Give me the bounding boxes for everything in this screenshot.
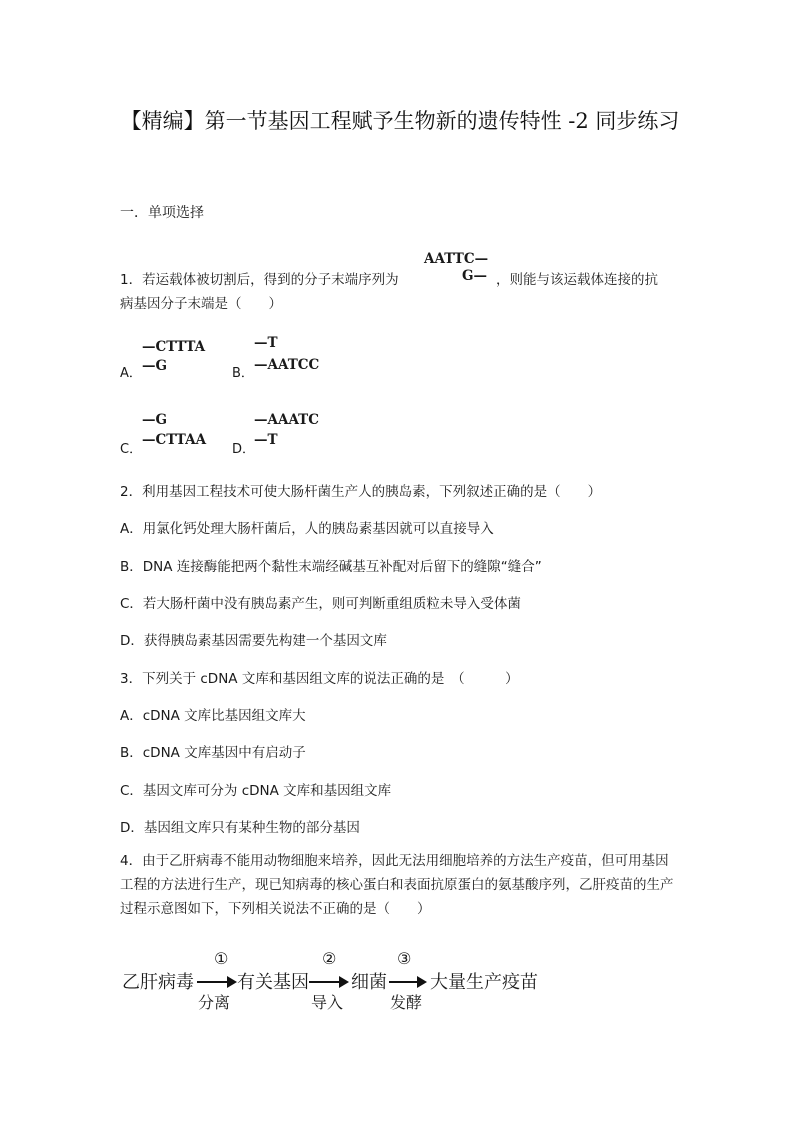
q1-option-d-label: D． (232, 442, 256, 457)
q1-option-d-top: —AAATC (254, 412, 319, 428)
flow-step2-number: ② (322, 949, 337, 968)
q1-option-a-top: —CTTTA (142, 339, 206, 355)
q3-option-c: C．基因文库可分为 cDNA 文库和基因组文库 (120, 783, 392, 799)
q3-option-a: A．cDNA 文库比基因组文库大 (120, 708, 306, 724)
flow-step2-label: 导入 (311, 993, 344, 1012)
q1-option-a-bottom: —G (142, 358, 168, 374)
flow-arrow-2 (309, 981, 347, 983)
q1-option-c-bottom: —CTTAA (142, 432, 207, 448)
flow-step1-label: 分离 (198, 993, 231, 1012)
section-heading: 一．单项选择 (120, 205, 204, 221)
q1-stem-part1: 1．若运载体被切割后，得到的分子末端序列为 (120, 272, 399, 288)
flow-node-gene: 有关基因 (237, 972, 309, 993)
q1-option-c-label: C． (120, 442, 143, 457)
q1-option-d-bottom: —T (254, 432, 278, 448)
q2-option-b: B．DNA 连接酶能把两个黏性末端经碱基互补配对后留下的缝隙“缝合” (120, 559, 542, 575)
flow-node-bacteria: 细菌 (351, 972, 387, 993)
q1-stem-part2: ，则能与该运载体连接的抗 (496, 272, 658, 288)
q1-stem-line2: 病基因分子末端是（ ） (120, 296, 282, 312)
flow-node-virus: 乙肝病毒 (122, 972, 194, 993)
q3-stem: 3．下列关于 cDNA 文库和基因组文库的说法正确的是 （ ） (120, 671, 519, 687)
q2-option-a: A．用氯化钙处理大肠杆菌后，人的胰岛素基因就可以直接导入 (120, 521, 494, 537)
flow-step3-number: ③ (397, 949, 412, 968)
q1-option-b-top: —T (254, 335, 278, 351)
q4-stem: 4．由于乙肝病毒不能用动物细胞来培养，因此无法用细胞培养的方法生产疫苗，但可用基因工程的方法进行生产，现已知病毒的核心蛋白和表面抗原蛋白的氨基酸序列，乙肝疫苗的生产过程示意图如下，下列相关说法不正确的是（ ） (120, 853, 674, 917)
q1-option-c-top: —G (142, 412, 168, 428)
flow-arrow-1 (197, 981, 235, 983)
q1-option-a-label: A． (120, 366, 142, 381)
q2-option-d: D．获得胰岛素基因需要先构建一个基因文库 (120, 633, 387, 649)
flow-node-vaccine: 大量生产疫苗 (430, 972, 538, 993)
q1-option-b-bottom: —AATCC (254, 357, 320, 373)
q2-stem: 2．利用基因工程技术可使大肠杆菌生产人的胰岛素，下列叙述正确的是（ ） (120, 484, 602, 500)
q1-option-b-label: B． (232, 366, 254, 381)
q3-option-d: D．基因组文库只有某种生物的部分基因 (120, 820, 360, 836)
q1-seq-bottom: G— (462, 268, 488, 284)
page-title: 【精编】第一节基因工程赋予生物新的遗传特性 -2 同步练习 (120, 109, 680, 133)
q2-option-c: C．若大肠杆菌中没有胰岛素产生，则可判断重组质粒未导入受体菌 (120, 596, 521, 612)
flow-step3-label: 发酵 (390, 993, 423, 1012)
q3-option-b: B．cDNA 文库基因中有启动子 (120, 745, 306, 761)
flow-arrow-3 (389, 981, 425, 983)
q1-seq-top: AATTC— (424, 251, 489, 267)
flow-step1-number: ① (214, 949, 229, 968)
